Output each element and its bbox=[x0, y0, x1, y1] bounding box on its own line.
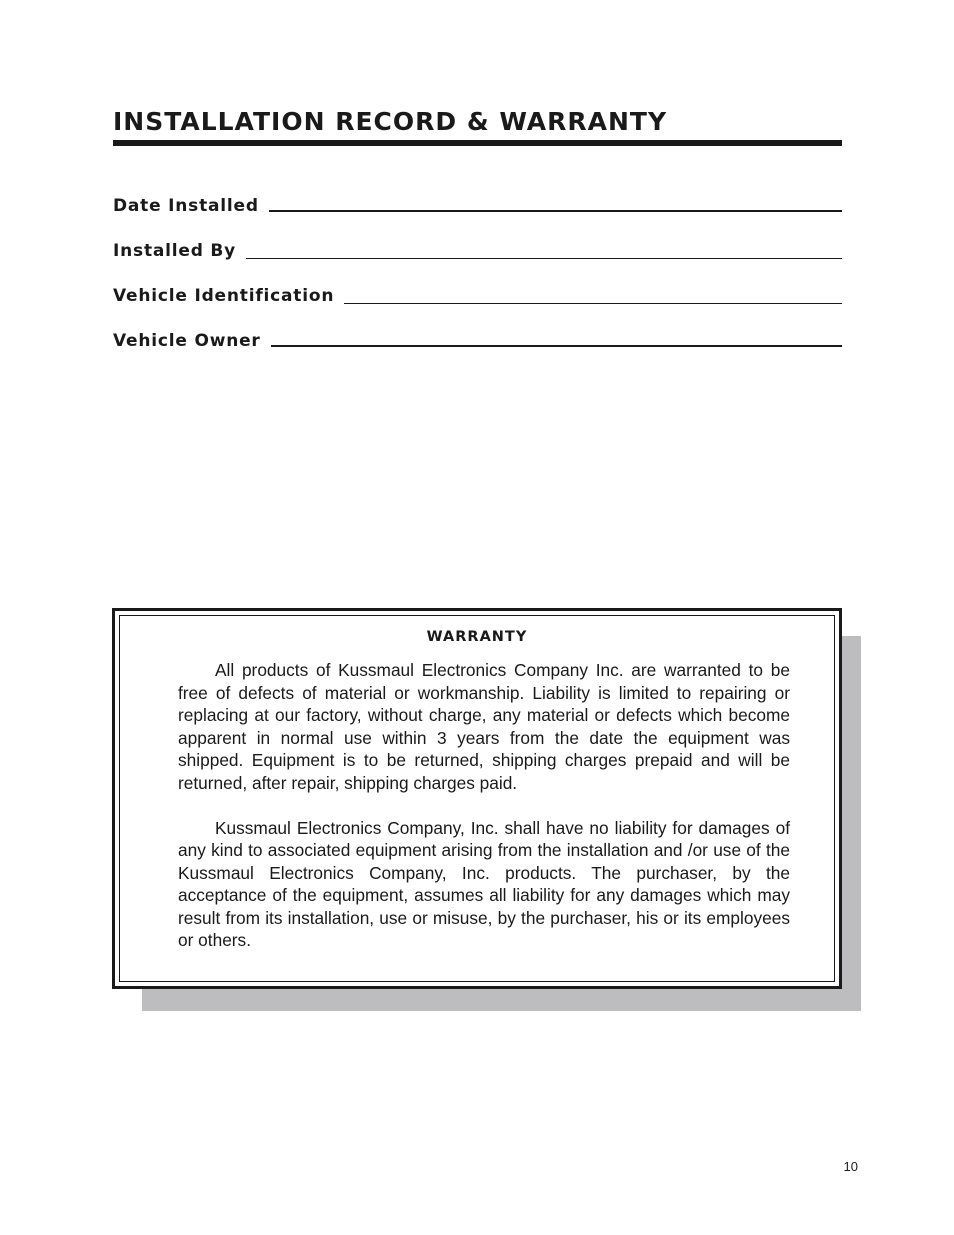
date-installed-label: Date Installed bbox=[113, 196, 259, 216]
title-rule bbox=[113, 140, 842, 146]
vehicle-owner-label: Vehicle Owner bbox=[113, 331, 261, 351]
vehicle-owner-row bbox=[113, 326, 842, 352]
vehicle-identification-line bbox=[344, 302, 842, 304]
warranty-paragraph: Kussmaul Electronics Company, Inc. shall have no liability for damages of any kind to associated equipment arising from the installation and /or use of the Kussmaul Electronics Company, Inc. products. The purchaser, by the acceptance of the equipment, assumes all liability for any damages which may result from its installation, use or misuse, by the purchaser, his or its employees or others. bbox=[178, 817, 790, 950]
page-number: 10 bbox=[843, 1159, 858, 1174]
warranty-heading: WARRANTY bbox=[426, 629, 528, 645]
page-title: INSTALLATION RECORD & WARRANTY bbox=[113, 107, 668, 136]
installed-by-label: Installed By bbox=[113, 241, 237, 261]
warranty-inner-frame bbox=[119, 615, 835, 982]
date-installed-row bbox=[113, 191, 842, 217]
warranty-box bbox=[112, 608, 842, 989]
vehicle-owner-line bbox=[271, 344, 842, 347]
warranty-body bbox=[178, 659, 790, 974]
vehicle-identification-row bbox=[113, 281, 842, 307]
warranty-paragraph: All products of Kussmaul Electronics Company Inc. are warranted to be free of defects of material or workmanship. Liability is limited to repairing or replacing at our factory, without charge, any material or defects which become apparent in normal use within 3 years from the date the equipment was shipped. Equipment is to be returned, shipping charges prepaid and will be returned, after repair, shipping charges paid. bbox=[178, 660, 790, 793]
date-installed-line bbox=[269, 209, 842, 212]
vehicle-identification-label: Vehicle Identification bbox=[113, 286, 335, 306]
installed-by-line bbox=[246, 257, 842, 259]
installed-by-row bbox=[113, 236, 842, 262]
